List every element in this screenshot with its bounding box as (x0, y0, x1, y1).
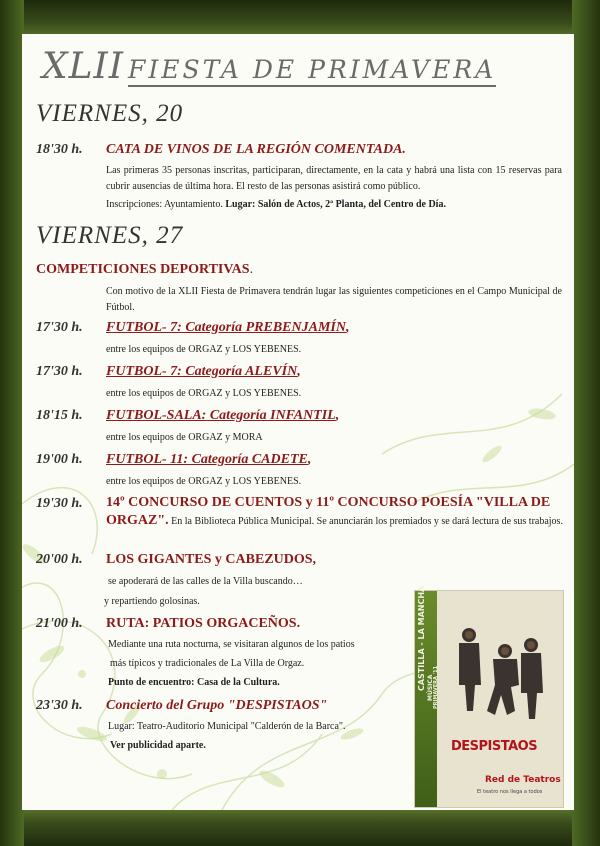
event-meeting-point: Punto de encuentro: Casa de la Cultura. (108, 677, 280, 688)
event-heading-alevin (106, 364, 301, 380)
section-description: Con motivo de la XLII Fiesta de Primavera tendrán lugar las siguientes competiciones en el Campo Municipal de Fútbol. (106, 286, 562, 313)
page-title (42, 46, 496, 87)
event-heading-ruta: RUTA: PATIOS ORGACEÑOS. (106, 616, 301, 631)
event-category: Categoría CADETE (188, 452, 308, 467)
event-sport: FUTBOL- 7: (106, 320, 182, 335)
event-category: Categoría INFANTIL (206, 408, 336, 423)
event-detail: se apoderará de las calles de la Villa buscando… (108, 576, 303, 587)
event-detail: más típicos y tradicionales de La Villa de Orgaz. (110, 658, 305, 669)
event-heading-prebenjamin (106, 320, 349, 336)
event-time: 19'00 h. (36, 452, 83, 467)
frame-bottom (0, 806, 600, 846)
frame-left (0, 0, 24, 846)
event-detail: entre los equipos de ORGAZ y LOS YEBENES. (106, 388, 302, 399)
event-detail: entre los equipos de ORGAZ y MORA (106, 432, 263, 443)
day-heading-viernes-27: VIERNES, 27 (36, 222, 184, 249)
event-category: Categoría ALEVÍN (181, 364, 298, 379)
event-sport: FUTBOL- 7: (106, 364, 182, 379)
event-time: 18'15 h. (36, 408, 83, 423)
event-comma: , (335, 408, 340, 423)
event-time: 19'30 h. (36, 496, 83, 511)
event-detail: Mediante una ruta nocturna, se visitaran algunos de los patios (108, 639, 355, 650)
day-heading-viernes-20: VIERNES, 20 (36, 100, 184, 127)
event-comma: , (307, 452, 312, 467)
event-note: Ver publicidad aparte. (110, 740, 206, 751)
event-description-cata: Las primeras 35 personas inscritas, participaran, directamente, en la cata y habrá una lista con 15 reservas para cubrir ausencias de última hora. El resto de las personas asistirá como público. (106, 165, 562, 192)
event-detail: y repartiendo golosinas. (104, 596, 200, 607)
event-heading-concierto: Concierto del Grupo "DESPISTAOS" (106, 698, 328, 713)
band-photo (445, 615, 555, 727)
event-time: 21'00 h. (36, 616, 83, 631)
event-heading-infantil (106, 408, 339, 424)
poster-band-text: CASTILLA - LA MANCHA (417, 585, 426, 691)
event-description-concurso: En la Biblioteca Pública Municipal. Se anunciarán los premiados y se dará lectura de sus trabajos. (168, 516, 563, 527)
inscriptions-label: Inscripciones: Ayuntamiento. (106, 199, 223, 210)
title-edition: XLII (42, 46, 124, 87)
red-de-teatros-logo: Red de Teatros (485, 775, 561, 785)
event-time: 20'00 h. (36, 552, 83, 567)
event-time: 17'30 h. (36, 320, 83, 335)
event-time: 17'30 h. (36, 364, 83, 379)
event-category: Categoría PREBENJAMÍN (181, 320, 346, 335)
event-time: 23'30 h. (36, 698, 83, 713)
event-inscriptions (106, 199, 446, 210)
poster-band-sub: MÚSICA (427, 674, 434, 701)
event-heading-cata: CATA DE VINOS DE LA REGIÓN COMENTADA. (106, 142, 406, 157)
despistaos-logo: DESPISTAOS (451, 739, 538, 754)
concert-poster (414, 585, 564, 808)
event-location: Lugar: Salón de Actos, 2ª Planta, del Centro de Día. (225, 199, 446, 210)
frame-right (572, 0, 600, 846)
event-heading-concurso: 14º CONCURSO DE CUENTOS y 11º CONCURSO POESÍA "VILLA DE ORGAZ". (106, 495, 551, 528)
title-subtitle: FIESTA DE PRIMAVERA (128, 55, 496, 87)
event-heading-gigantes: LOS GIGANTES y CABEZUDOS, (106, 552, 317, 567)
event-location: Lugar: Teatro-Auditorio Municipal "Calderón de la Barca". (108, 721, 346, 732)
poster-side-band (415, 585, 439, 807)
event-comma: , (297, 364, 301, 379)
event-heading-cadete (106, 452, 311, 468)
event-detail: entre los equipos de ORGAZ y LOS YEBENES. (106, 344, 302, 355)
event-detail: entre los equipos de ORGAZ y LOS YEBENES. (106, 476, 302, 487)
poster-slogan: El teatro nos llega a todos (477, 789, 543, 795)
poster-band-tiny: PRIMAVERA '11 (433, 665, 439, 709)
event-contest (106, 494, 566, 530)
event-sport: FUTBOL- 11: (106, 452, 189, 467)
section-title-competiciones (36, 262, 253, 278)
program-sheet (22, 34, 574, 810)
event-comma: , (345, 320, 350, 335)
section-title-dot: . (249, 262, 254, 277)
section-title-text: COMPETICIONES DEPORTIVAS (36, 262, 250, 277)
event-time: 18'30 h. (36, 142, 83, 157)
event-sport: FUTBOL-SALA: (106, 408, 207, 423)
